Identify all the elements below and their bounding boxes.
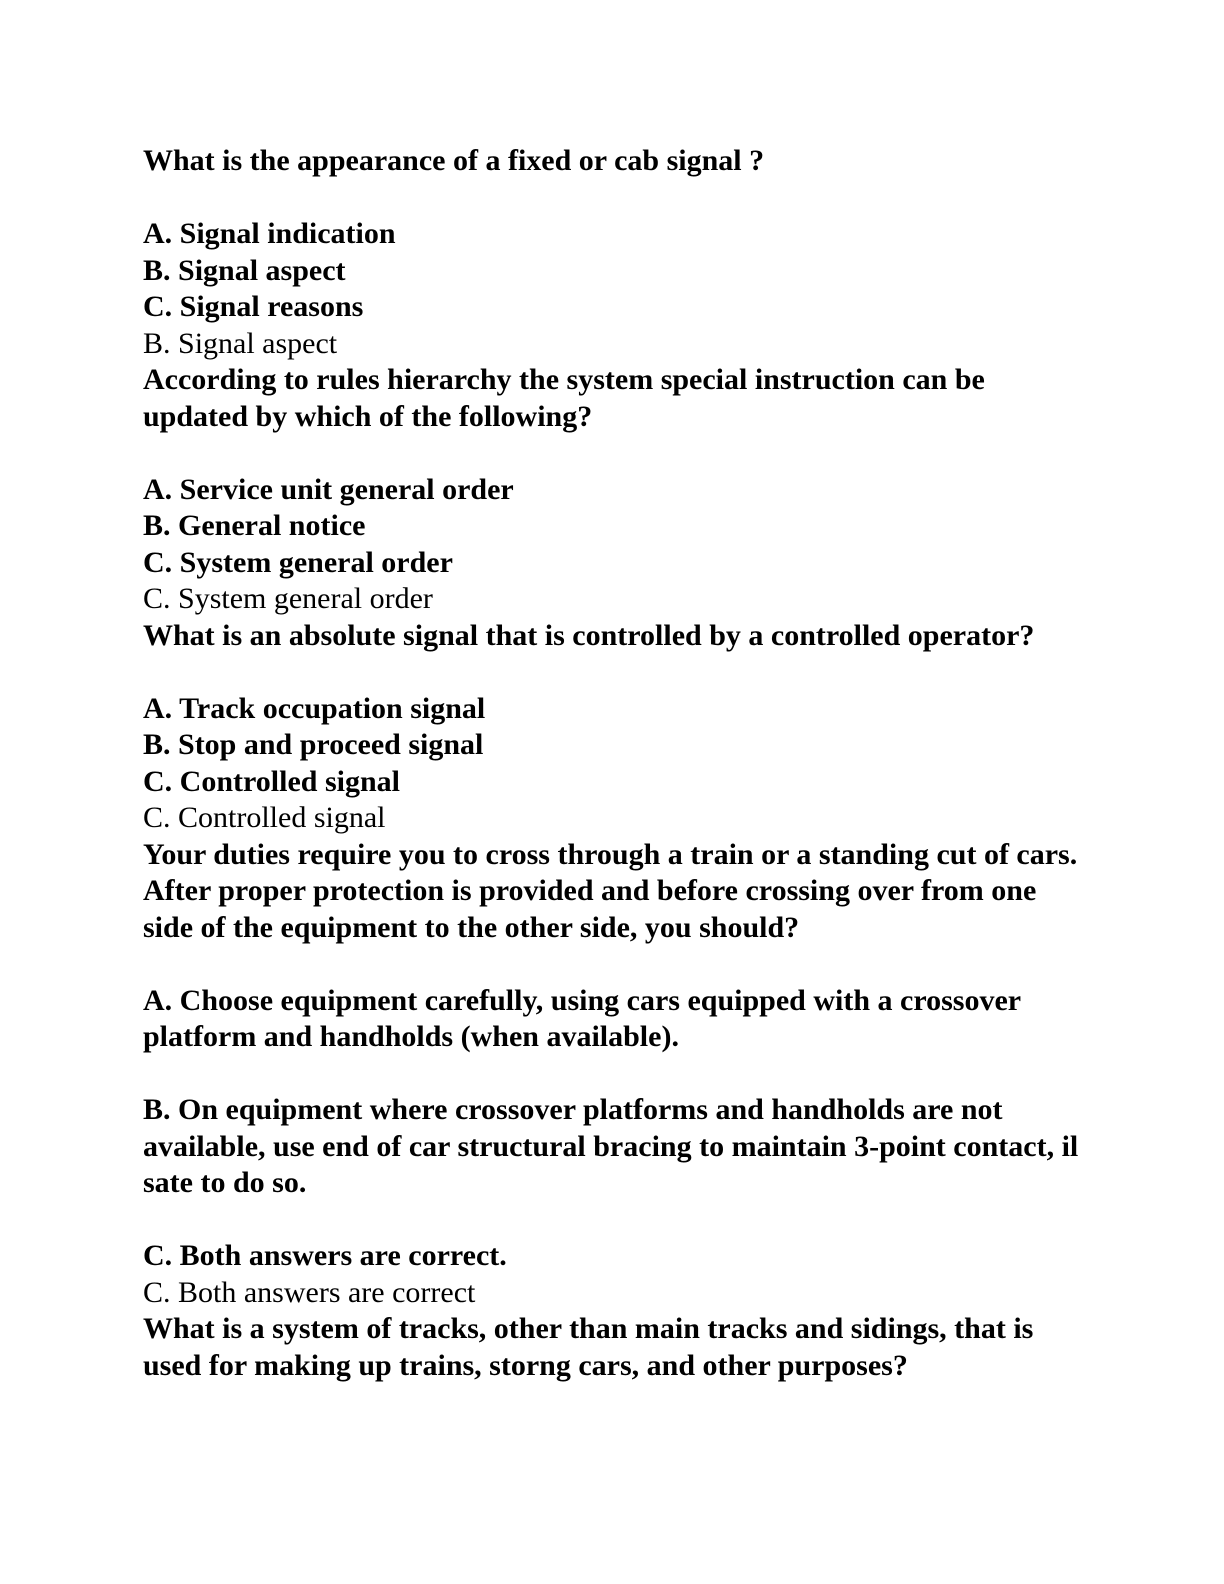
option-c: C. System general order [143, 545, 453, 579]
question-text: Your duties require you to cross through a train or a standing cut of cars. After proper protection is provided and before crossing over from one side of the equipment to the other side, you should? [143, 837, 1078, 944]
option-b: B. On equipment where crossover platforms and handholds are not available, use end of car structural bracing to maintain 3-point contact, il sate to do so. [143, 1093, 1079, 1199]
question-text: What is the appearance of a fixed or cab signal ? [143, 144, 765, 177]
question-block [143, 837, 1083, 1312]
option-a: A. Track occupation signal [143, 691, 486, 725]
question-text: What is an absolute signal that is controlled by a controlled operator? [143, 618, 1035, 652]
correct-answer: C. System general order [143, 582, 433, 615]
question-text: What is a system of tracks, other than main tracks and sidings, that is used for making up trains, storng cars, and other purposes? [143, 1312, 1034, 1382]
option-a: A. Choose equipment carefully, using cars equipped with a crossover platform and handholds (when available). [143, 983, 1021, 1053]
question-block [143, 1311, 1083, 1384]
option-b: B. Stop and proceed signal [143, 728, 484, 761]
question-block [143, 143, 1083, 362]
question-block [143, 362, 1083, 618]
option-c: C. Both answers are correct. [143, 1239, 507, 1272]
correct-answer: B. Signal aspect [143, 326, 338, 360]
option-a: A. Signal indication [143, 217, 396, 250]
options-list [143, 983, 1083, 1275]
options-list [143, 472, 1083, 582]
option-c: C. Controlled signal [143, 764, 400, 798]
correct-answer: C. Both answers are correct [143, 1275, 476, 1309]
option-a: A. Service unit general order [143, 472, 514, 506]
quiz-document [143, 143, 1083, 1384]
question-text: According to rules hierarchy the system special instruction can be updated by which of the following? [143, 363, 985, 433]
correct-answer: C. Controlled signal [143, 801, 386, 834]
options-list [143, 216, 1083, 326]
question-block [143, 618, 1083, 837]
options-list [143, 691, 1083, 801]
option-c: C. Signal reasons [143, 290, 364, 323]
option-b: B. Signal aspect [143, 253, 346, 287]
option-b: B. General notice [143, 509, 366, 542]
